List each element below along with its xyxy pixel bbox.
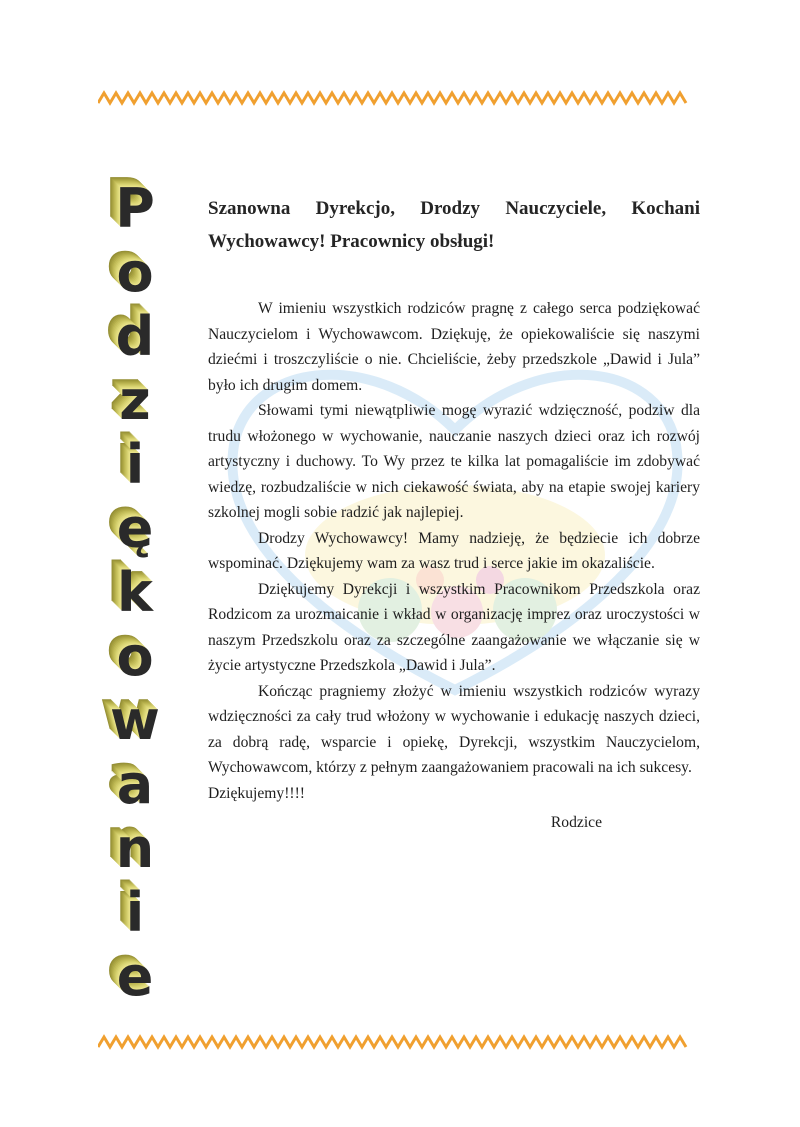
vertical-title-podziekowanie [95,165,175,1015]
bottom-wave-border [98,1034,688,1050]
letter-paragraph: Drodzy Wychowawcy! Mamy nadzieję, że będziecie ich dobrze wspominać. Dziękujemy wam za wasz trud i serce jakie im okazaliście. [208,529,700,572]
letter-paragraph: Dziękujemy Dyrekcji i wszystkim Pracownikom Przedszkola oraz Rodzicom za urozmaicanie i wkład w organizację imprez oraz uroczystości w naszym Przedszkolu oraz za szczególne zaangażowanie we włączanie się w życie artystyczne Przedszkola „Dawid i Jula”. [208,580,700,674]
letter-body [208,192,700,836]
title-letter: o [116,241,154,304]
letter-paragraph: W imieniu wszystkich rodziców pragnę z całego serca podziękować Nauczycielom i Wychowawcom. Dziękuję, że opiekowaliście się naszymi dziećmi i troszczyliście o nie. Chcieliście, żeby przedszkole „Dawid i Jula” było ich drugim domem. [208,300,700,394]
title-letter: w [110,689,160,752]
title-letter: i [125,433,145,496]
letter-paragraph: Słowami tymi niewątpliwie mogę wyrazić wdzięczność, podziw dla trudu włożonego w wychowanie, nauczanie naszych dzieci oraz ich rozwój artystyczny i duchowy. To Wy przez te kilka lat pomagaliście im zdobywać wiedzę, rozbudzaliście w nich ciekawość świata, aby na etapie swojej kariery szkolnej mogli sobie radzić jak najlepiej. [208,402,700,521]
title-letter: e [116,945,154,1008]
title-letter: ę [116,497,154,560]
letter-paragraph: Kończąc pragniemy złożyć w imieniu wszystkich rodziców wyrazy wdzięczności za cały trud włożony w wychowanie i edukację naszych dzieci, za dobrą radę, wsparcie i opiekę, Dyrekcji, wszystkim Nauczycielom, Wychowawcom, którzy z pełnym zaangażowaniem pracowali na ich sukcesy. [208,682,700,776]
title-letter: d [115,305,155,368]
title-letter: n [115,817,155,880]
signature: Rodzice [550,814,602,831]
title-letter: z [119,369,151,432]
closing-thanks: Dziękujemy!!!! [208,784,305,802]
salutation-heading: Szanowna Dyrekcjo, Drodzy Nauczyciele, Kochani Wychowawcy! Pracownicy obsługi! [208,198,700,252]
title-letter: P [115,177,155,240]
title-letter: i [125,881,145,944]
title-letter: a [116,753,154,816]
top-wave-border [98,90,688,106]
title-letter: k [117,561,153,624]
title-letter: o [116,625,154,688]
